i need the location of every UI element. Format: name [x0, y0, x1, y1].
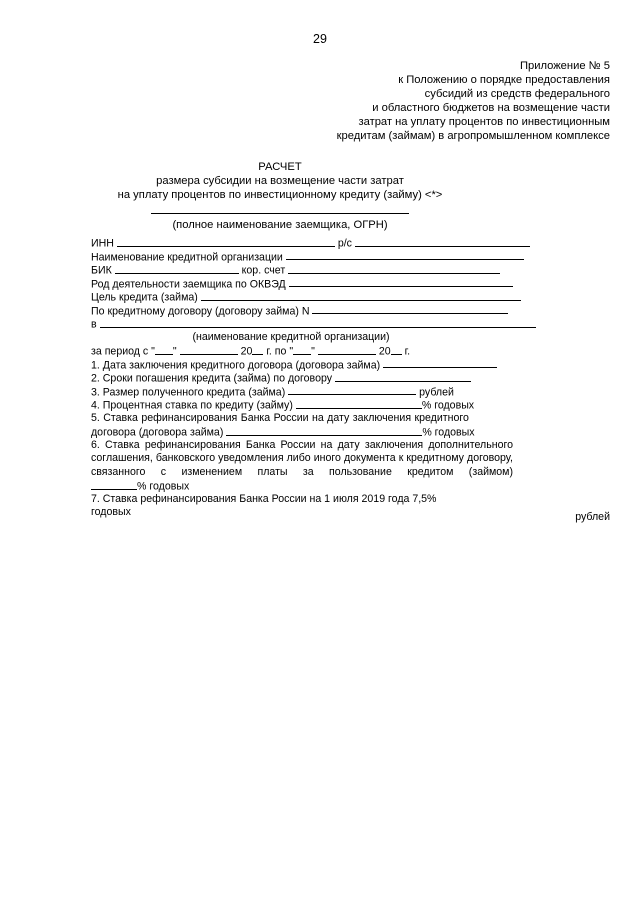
corr-account-label: кор. счет [241, 264, 286, 277]
page-number: 29 [313, 32, 327, 46]
calculation-form [91, 236, 551, 520]
account-label: р/с [337, 237, 352, 250]
item-2-label: 2. Сроки погашения кредита (займа) по договору [91, 372, 333, 385]
purpose-field[interactable] [201, 290, 521, 301]
item-7-line-1: 7. Ставка рефинансирования Банка России на 1 июля 2019 года 7,5% [91, 492, 437, 505]
title-heading: РАСЧЕТ [258, 161, 302, 173]
appendix-line: к Положению о порядке предоставления [398, 73, 610, 86]
inn-row [91, 236, 551, 250]
title-line: на уплату процентов по инвестиционному кредиту (займу) <*> [117, 188, 443, 201]
item-7-line-2: годовых [91, 506, 131, 518]
item-6-field[interactable] [91, 479, 137, 490]
item-3-field[interactable] [288, 385, 416, 396]
item-3-unit: рублей [419, 386, 454, 399]
in-row [91, 317, 551, 331]
borrower-caption: (полное наименование заемщика, ОГРН) [172, 218, 388, 231]
appendix-line: субсидий из средств федерального [424, 87, 610, 100]
bik-row [91, 263, 551, 277]
item-1-label: 1. Дата заключения кредитного договора (договора займа) [91, 359, 381, 372]
credit-org-label: Наименование кредитной организации [91, 251, 283, 264]
okved-label: Род деятельности заемщика по ОКВЭД [91, 278, 286, 291]
document-title [0, 161, 560, 233]
period-to-label: г. по " [266, 345, 294, 358]
contract-field[interactable] [312, 304, 508, 315]
period-year-to-field[interactable] [391, 344, 402, 355]
bik-label: БИК [91, 264, 112, 277]
item-3-label: 3. Размер полученного кредита (займа) [91, 386, 286, 399]
period-day-from-field[interactable] [155, 344, 173, 355]
period-year-label: 20 [240, 345, 253, 358]
credit-org-row [91, 250, 551, 264]
appendix-header [250, 60, 610, 143]
period-day-to-field[interactable] [293, 344, 311, 355]
borrower-name-field[interactable] [0, 203, 560, 219]
period-year-from-field[interactable] [252, 344, 263, 355]
period-from-label: за период с " [91, 345, 155, 358]
in-label: в [91, 318, 97, 331]
inn-label: ИНН [91, 237, 114, 250]
item-6-value-row [91, 479, 551, 493]
appendix-line: Приложение № 5 [519, 60, 610, 72]
item-4-unit: % годовых [421, 399, 475, 412]
title-line: размера субсидии на возмещение части затрат [156, 174, 404, 187]
period-end-label: г. [404, 345, 411, 358]
appendix-line: кредитам (займам) в агропромышленном комплексе [336, 129, 610, 142]
purpose-row [91, 290, 551, 304]
period-year-label: 20 [378, 345, 391, 358]
item-4-field[interactable] [296, 398, 422, 409]
item-2-row [91, 371, 551, 385]
item-4-label: 4. Процентная ставка по кредиту (займу) [91, 399, 293, 412]
item-6-text: 6. Ставка рефинансирования Банка России на дату заключения дополнительного соглашения, банковского уведомления либо иного документа к кредитному договору, связанного с изменением платы за пользование кредитом (займом) [91, 438, 513, 478]
period-month-to-field[interactable] [318, 344, 376, 355]
period-month-from-field[interactable] [180, 344, 238, 355]
credit-org-caption: (наименование кредитной организации) [192, 330, 390, 343]
purpose-label: Цель кредита (займа) [91, 291, 198, 304]
corr-account-field[interactable] [288, 263, 500, 274]
item-2-field[interactable] [335, 371, 471, 382]
credit-org-field[interactable] [286, 250, 524, 261]
item-4-row [91, 398, 551, 412]
item-3-row [91, 385, 551, 399]
okved-row [91, 277, 551, 291]
credit-org-name-field[interactable] [100, 317, 536, 328]
rubles-label: рублей [575, 511, 610, 523]
item-5-line-1: 5. Ставка рефинансирования Банка России на дату заключения кредитного [91, 411, 469, 424]
bik-field[interactable] [115, 263, 239, 274]
appendix-line: затрат на уплату процентов по инвестиционным [358, 115, 610, 128]
item-5-unit: % годовых [422, 426, 475, 439]
item-5-field[interactable] [226, 425, 422, 436]
period-row: за период с " " 20 г. по " " 20 г. [91, 345, 411, 358]
item-5-label: договора (договора займа) [91, 426, 224, 439]
okved-field[interactable] [289, 277, 513, 288]
item-6-unit: % годовых [137, 480, 190, 493]
item-5-line-2 [91, 425, 551, 439]
contract-label: По кредитному договору (договору займа) N [91, 305, 310, 318]
appendix-line: и областного бюджетов на возмещение части [372, 101, 610, 114]
item-1-row [91, 358, 551, 372]
item-1-field[interactable] [383, 358, 497, 369]
contract-row [91, 304, 551, 318]
inn-field[interactable] [117, 236, 335, 247]
account-field[interactable] [355, 236, 530, 247]
